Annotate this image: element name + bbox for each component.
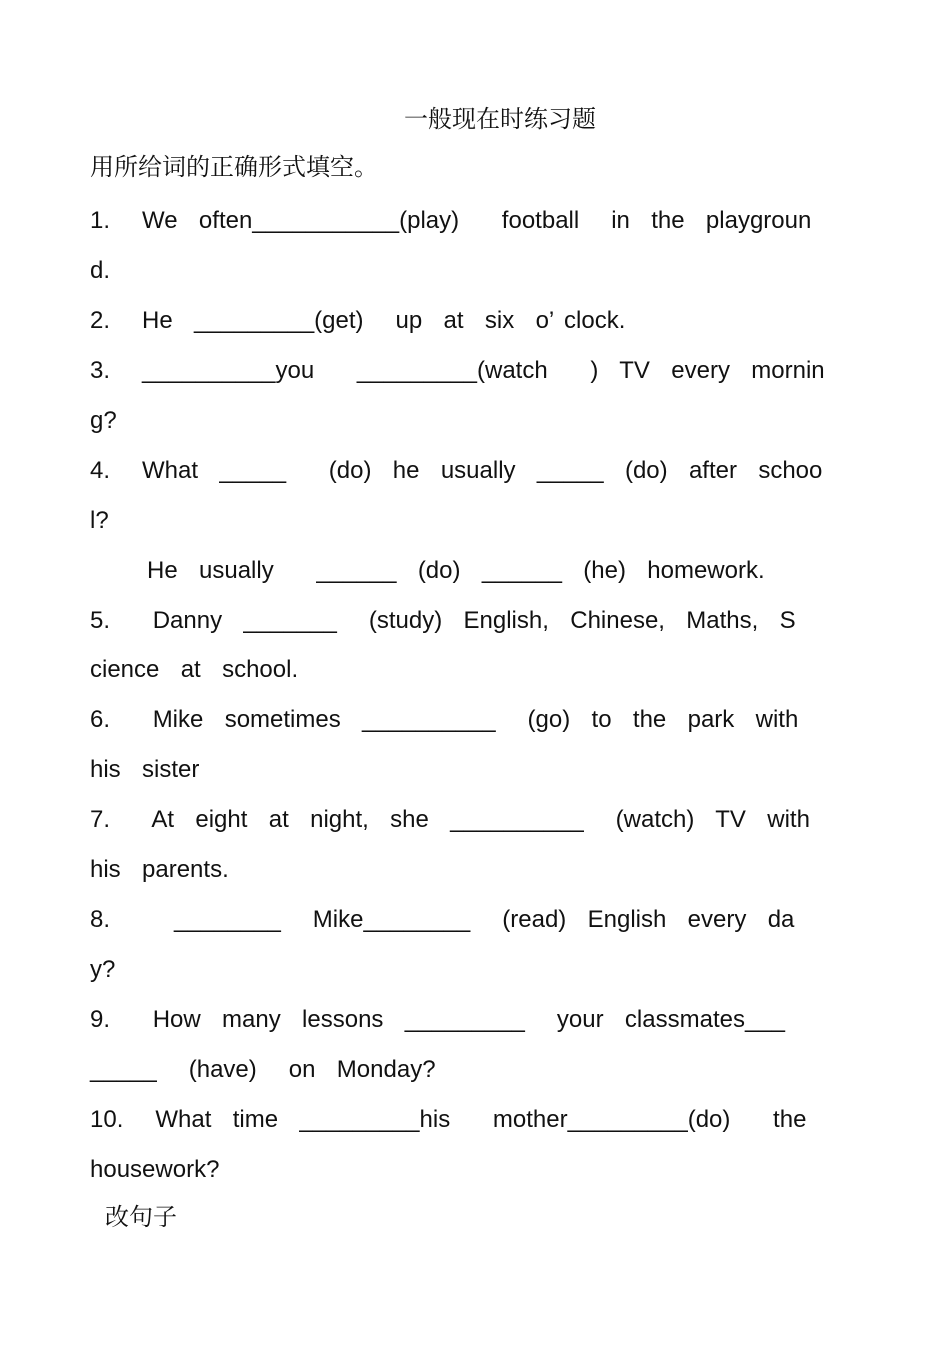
exercise-line: 1. We often___________(play) football in the playgroun	[90, 207, 812, 234]
exercise-line: his parents.	[90, 856, 229, 883]
exercise-line: 5. Danny _______ (study) English, Chinese, Maths, S	[90, 607, 796, 634]
exercise-line: 6. Mike sometimes __________ (go) to the park with	[90, 706, 799, 733]
exercise-line: 3. __________you _________(watch ) TV every mornin	[90, 357, 825, 384]
exercise-line: housework?	[90, 1156, 220, 1183]
page-title: 一般现在时练习题	[404, 105, 596, 133]
exercise-line: l?	[90, 507, 109, 534]
exercise-line: 2. He _________(get) up at six o’ clock.	[90, 307, 626, 334]
exercise-line: y?	[90, 956, 116, 983]
section-heading: 改句子	[105, 1203, 177, 1231]
exercise-line: 9. How many lessons _________ your classmates___	[90, 1006, 786, 1033]
exercise-line: 4. What _____ (do) he usually _____ (do) after schoo	[90, 457, 823, 484]
exercise-line: g?	[90, 407, 117, 434]
exercise-line: 7. At eight at night, she __________ (watch) TV with	[90, 806, 810, 833]
exercise-line: He usually ______ (do) ______ (he) homework.	[147, 557, 765, 584]
exercise-line: d.	[90, 257, 111, 284]
exercise-line: 8. ________ Mike________ (read) English every da	[90, 906, 795, 933]
exercise-line: cience at school.	[90, 656, 299, 683]
instruction-text: 用所给词的正确形式填空。	[90, 153, 378, 181]
exercise-line: 10. What time _________his mother_________(do) the	[90, 1106, 807, 1133]
exercise-line: his sister	[90, 756, 200, 783]
exercise-line: _____ (have) on Monday?	[90, 1056, 436, 1083]
